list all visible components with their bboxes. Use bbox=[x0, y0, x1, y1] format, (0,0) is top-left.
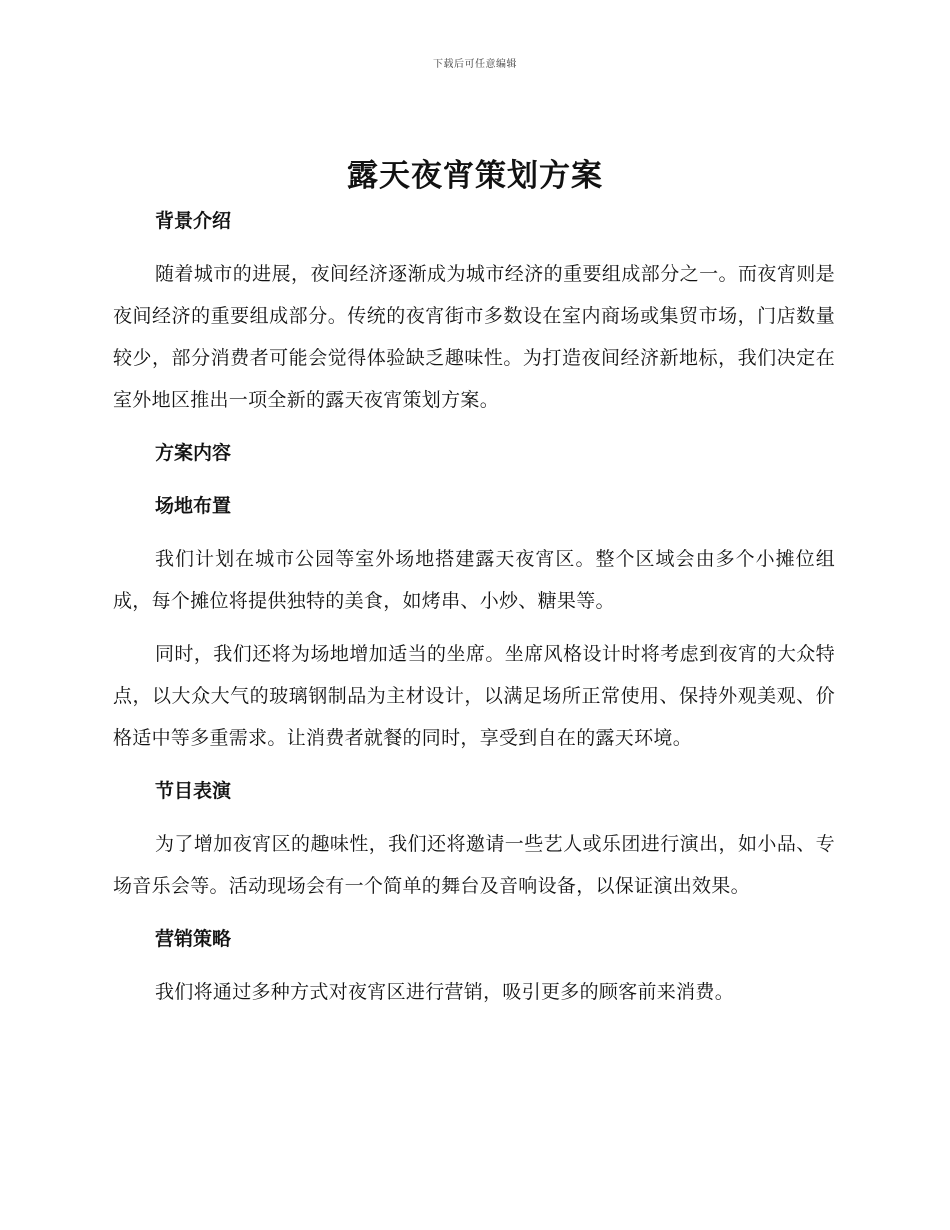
paragraph-background: 随着城市的进展，夜间经济逐渐成为城市经济的重要组成部分之一。而夜宵则是夜间经济的重要组成部分。传统的夜宵街市多数设在室内商场或集贸市场，门店数量较少，部分消费者可能会觉得体验缺乏趣味性。为打造夜间经济新地标，我们决定在室外地区推出一项全新的露天夜宵策划方案。 bbox=[113, 263, 835, 411]
heading-venue: 场地布置 bbox=[155, 495, 232, 517]
paragraph-venue-1: 我们计划在城市公园等室外场地搭建露天夜宵区。整个区域会由多个小摊位组成，每个摊位将提供独特的美食，如烤串、小炒、糖果等。 bbox=[113, 548, 835, 612]
heading-performance: 节目表演 bbox=[155, 780, 232, 802]
paragraph-venue-2: 同时，我们还将为场地增加适当的坐席。坐席风格设计时将考虑到夜宵的大众特点，以大众大气的玻璃钢制品为主材设计，以满足场所正常使用、保持外观美观、价格适中等多重需求。让消费者就餐的同时，享受到自在的露天环境。 bbox=[113, 643, 835, 749]
paragraph-marketing: 我们将通过多种方式对夜宵区进行营销，吸引更多的顾客前来消费。 bbox=[155, 981, 735, 1003]
heading-marketing: 营销策略 bbox=[155, 928, 232, 950]
document-body bbox=[113, 200, 835, 1013]
document-title: 露天夜宵策划方案 bbox=[347, 158, 603, 194]
heading-plan: 方案内容 bbox=[155, 442, 232, 464]
paragraph-performance: 为了增加夜宵区的趣味性，我们还将邀请一些艺人或乐团进行演出，如小品、专场音乐会等。活动现场会有一个简单的舞台及音响设备，以保证演出效果。 bbox=[113, 833, 835, 897]
page-header-note: 下载后可任意编辑 bbox=[433, 59, 517, 70]
heading-background: 背景介绍 bbox=[155, 210, 232, 232]
